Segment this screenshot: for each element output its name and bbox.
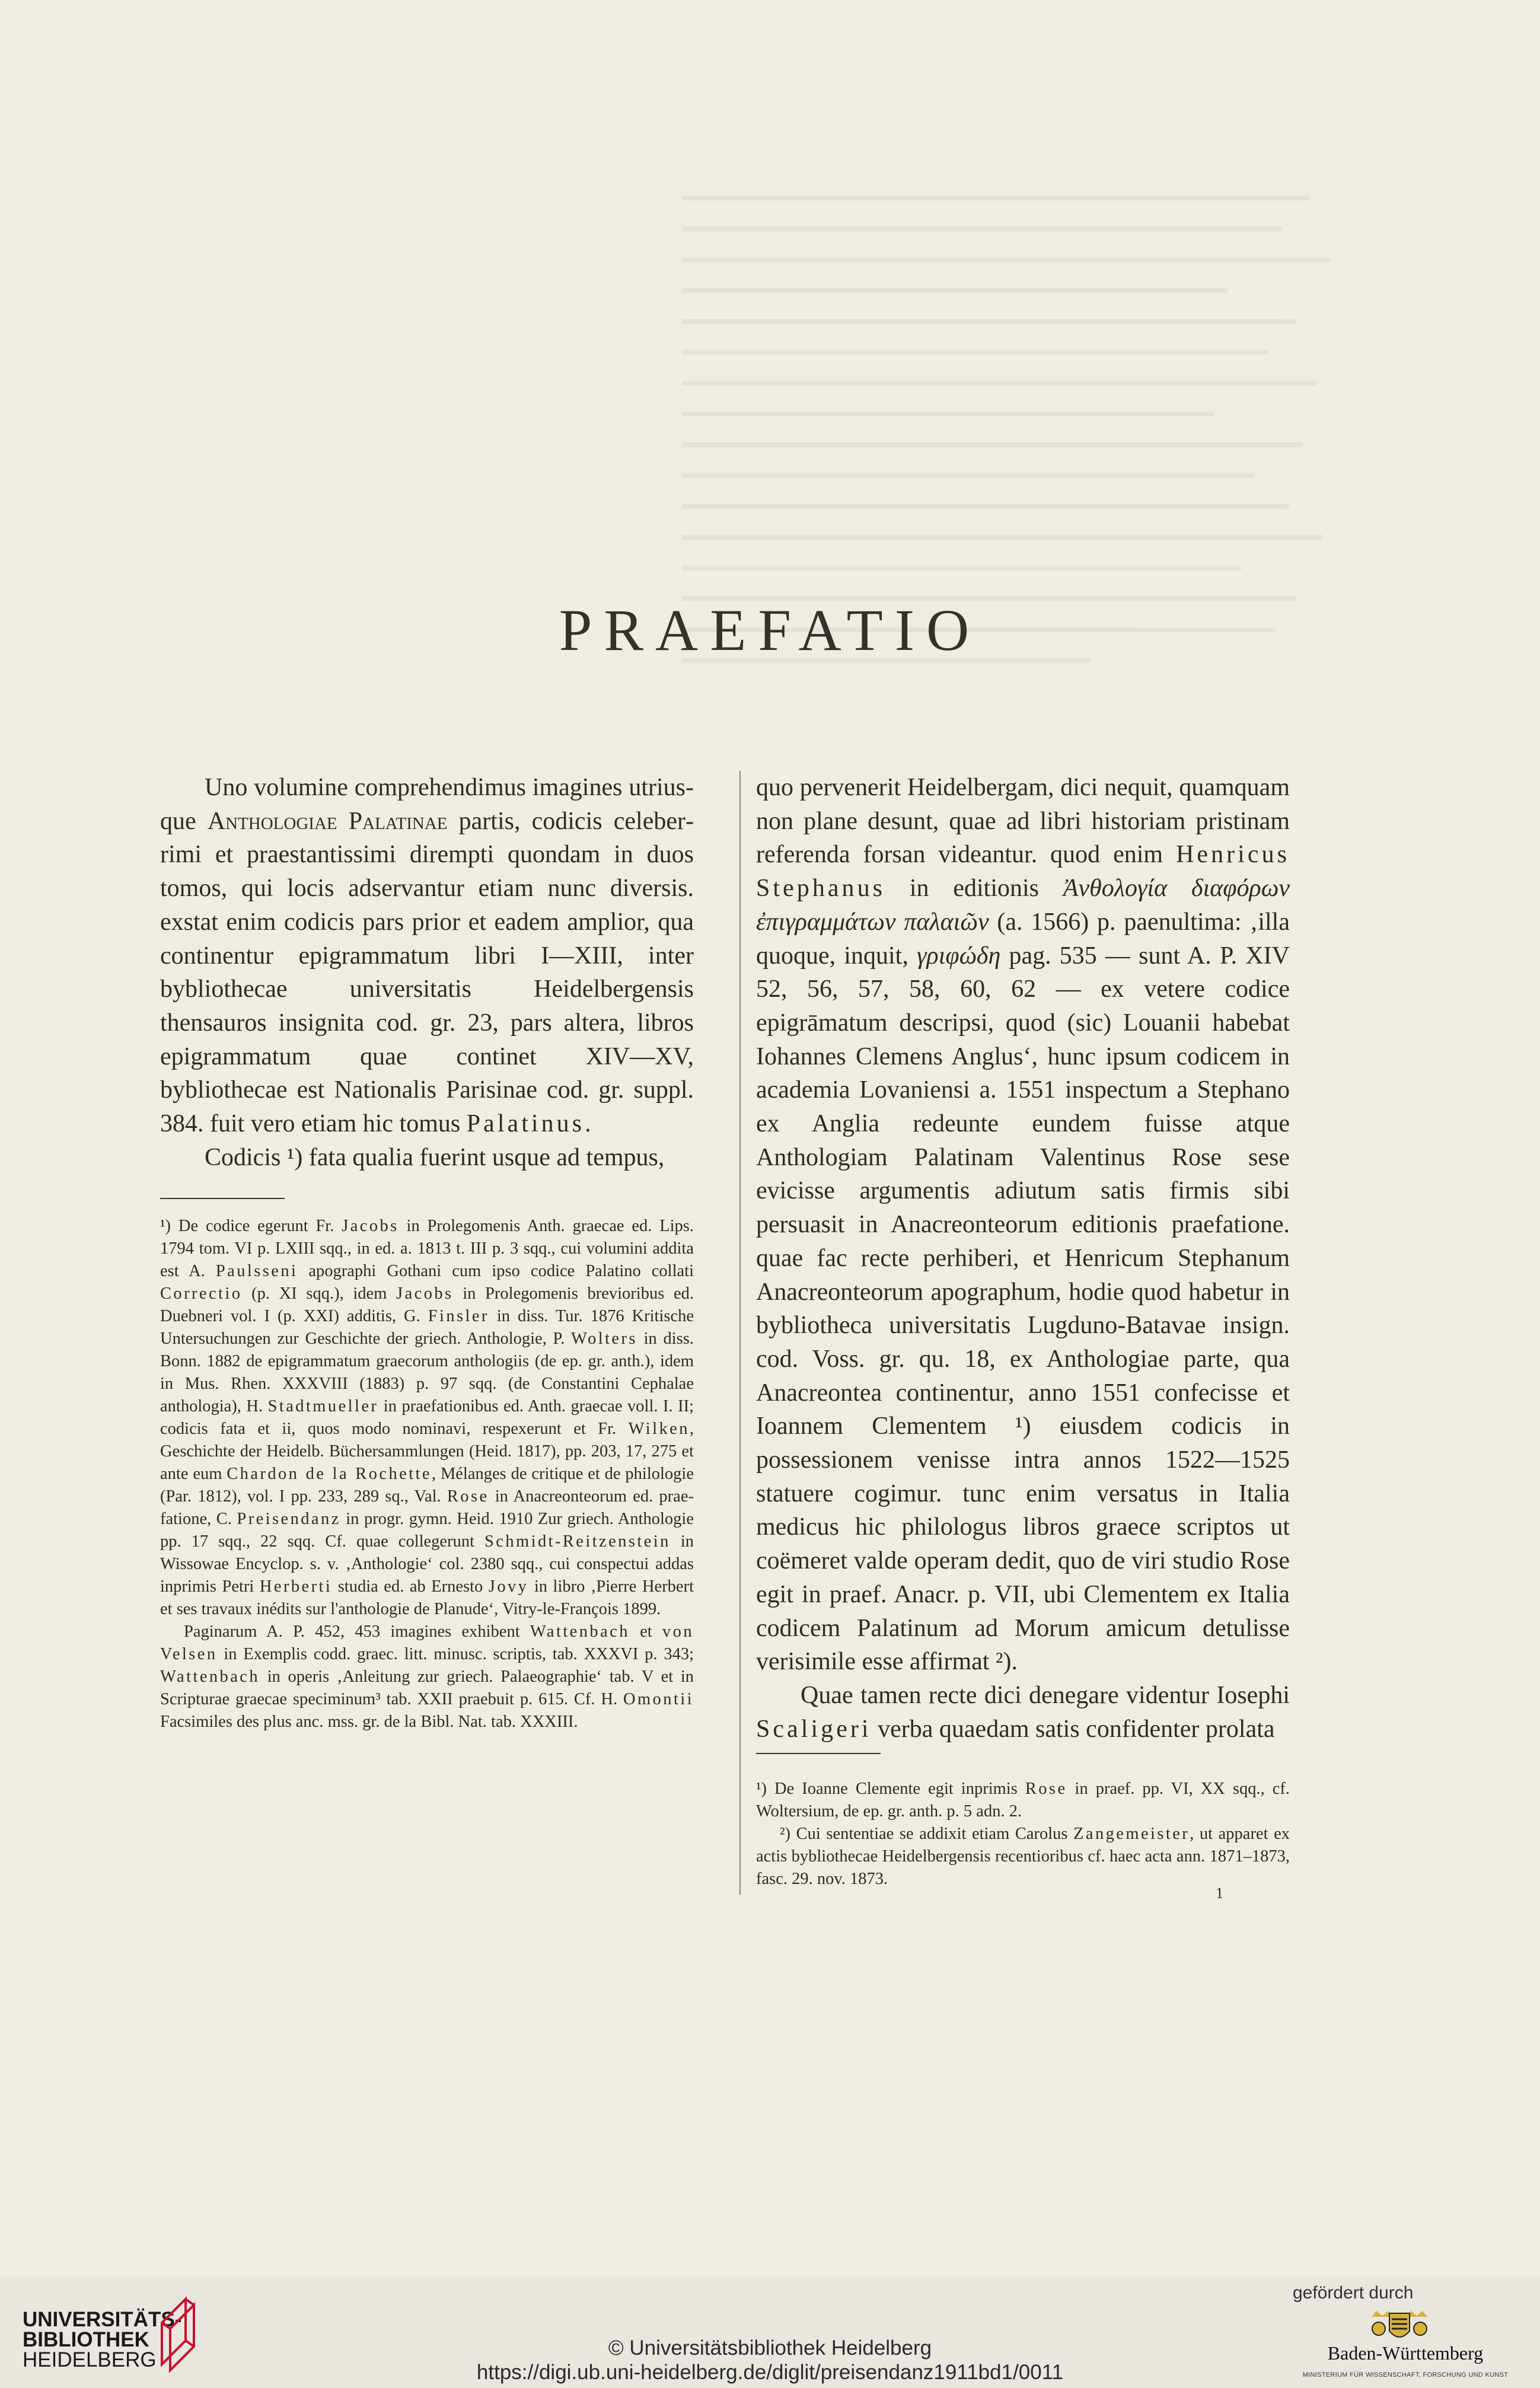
text-run: in Exemplis codd. graec. litt. minusc. scriptis, tab. XXXVI p. 343; [217, 1645, 694, 1664]
library-line: UNIVERSITÄTS- [23, 2308, 182, 2331]
text-run: Stadtmueller [267, 1397, 379, 1416]
ministry-name: MINISTERIUM FÜR WISSENSCHAFT, FORSCHUNG UND KUNST [1302, 2371, 1509, 2379]
text-run: Facsimiles des plus anc. mss. gr. de la Bibl. Nat. tab. XXXIII. [160, 1713, 578, 1732]
text-run: ²) Cui sententiae se addixit etiam Carolus [780, 1825, 1074, 1844]
text-run: verba quaedam satis confidenter prolata [871, 1715, 1275, 1743]
text-run: Correctio [160, 1284, 243, 1303]
text-run: in Wissowae Encyclop. s. v. ‚Anthologie‘ col. 2380 sqq., cui conspectui addas inprimis Petri [160, 1532, 694, 1596]
footnote [160, 1621, 694, 1733]
text-run: Wolters [571, 1329, 637, 1348]
text-run: Finsler [428, 1307, 489, 1326]
text-run: Paginarum A. P. 452, 453 imagines exhibent [184, 1622, 530, 1641]
text-run: γριφώδη [917, 942, 1001, 970]
text-run: studia ed. ab Ernesto [332, 1577, 489, 1596]
text-run: in operis ‚Anleitung zur griech. Palaeographie‘ tab. V et in Scripturae graecae speciminum³ tab. XXII praebuit p. 615. Cf. H. [160, 1668, 694, 1709]
footnote [756, 1823, 1290, 1890]
text-run: Anthologiae Palatinae [207, 807, 448, 835]
text-run: Wattenbach [530, 1622, 630, 1641]
text-run: Uno volumine comprehendimus imagines utriusque [160, 774, 694, 835]
text-run: Omontii [623, 1690, 694, 1709]
text-run: in Anacreonteorum ed. praefatione, C. [160, 1487, 694, 1529]
page-title: PRAEFATIO [559, 597, 981, 663]
text-run: , Mélanges de critique et de philologie (Par. 1812), vol. I pp. 233, 289 sq., Val. [160, 1465, 694, 1506]
text-run: (a. 1566) p. paenultima: ‚illa quoque, inquit, [756, 908, 1290, 970]
text-run: , Geschichte der Heidelb. Büchersammlungen (Heid. 1817), pp. 203, 17, 275 et ante eum [160, 1420, 694, 1484]
funded-by-label: gefördert durch [1293, 2283, 1414, 2303]
footnote [756, 1754, 1290, 1823]
permalink[interactable]: https://digi.ub.uni-heidelberg.de/diglit/preisendanz1911bd1/0011 [476, 2361, 1064, 2384]
signature-mark: 1 [1216, 1885, 1223, 1902]
text-run: Rose [1025, 1780, 1067, 1799]
text-run: Wattenbach [160, 1668, 260, 1686]
library-line: BIBLIOTHEK [23, 2328, 149, 2351]
text-run: Ἀνθολογία διαφόρων ἐπιγραμμάτων παλαιῶν [756, 875, 1290, 936]
text-run: ¹) De codice egerunt Fr. [160, 1217, 342, 1236]
text-run: Paulsseni [215, 1262, 298, 1281]
text-run: von Velsen [160, 1622, 694, 1664]
text-run: in progr. gymn. Heid. 1910 Zur griech. Anthologie pp. 17 sqq., 22 sqq. Cf. quae collegerunt [160, 1510, 694, 1551]
library-line: HEIDELBERG [23, 2348, 157, 2371]
text-run: ¹) De Ioanne Clemente egit inprimis [756, 1780, 1025, 1799]
text-run: in diss. Tur. 1876 Kritische Untersuchungen zur Geschichte der griech. Anthologie, P. [160, 1307, 694, 1348]
paragraph [756, 771, 1290, 1679]
text-run: partis, codicis celeberrimi et praestantissimi dirempti quondam in duos tomos, qui locis adservantur etiam nunc diversis. exstat enim codicis pars prior et eadem amplior, qua continentur epigrammatum libri I—XIII, inter bybliothecae universitatis Heidelbergensis thensauros insignita cod. gr. 23, pars altera, libros epigrammatum quae continet XIV—XV, bybliothecae est Nationalis Parisinae cod. gr. suppl. 384. fuit vero etiam hic tomus [160, 807, 694, 1138]
text-run: pag. 535 — sunt A. P. XIV 52, 56, 57, 58, 60, 62 — ex vetere codice epigrāmatum descripsi, quod (sic) Louanii habebat Iohannes Clemens Anglus‘, hunc ipsum codicem in academia Lovaniensi a. 1551 inspectum a Stephano ex Anglia redeunte eundem fuisse atque Anthologiam Palatinam Valentinus Rose sese evicisse argumentis adiutum satis firmis sibi persuasit in Anacreonteorum editionis praefatione. quae fac recte perhiberi, et Henricum Stephanum Anacreonteorum apographum, hodie quod habetur in bybliotheca universitatis Lugduno-Batavae insign. cod. Voss. gr. qu. 18, ex Anthologiae parte, qua Anacreontea continentur, anno 1551 confecisse et Ioannem Clementem ¹) eiusdem codicis in possessionem venisse intra annos 1522—1525 statuere cogimur. tunc enim versatus in Italia medicus hic philologus libros graece scriptos ut coëmeret valde operam dedit, quo de viri studio Rose egit in praef. Anacr. p. VII, ubi Clementem ex Italia codicem Palatinum ad Morum amicum detulisse verisimile esse affirmat ²). [756, 942, 1290, 1676]
text-run: Preisendanz [237, 1510, 341, 1529]
footnote [160, 1199, 694, 1621]
text-run: in diss. Bonn. 1882 de epigrammatum graecorum anthologiis (de ep. gr. anth.), idem in Mus. Rhen. XXXVIII (1883) p. 97 sqq. (de Constantini Cephalae anthologia), H. [160, 1329, 694, 1416]
show-through-text [682, 196, 1364, 789]
baden-wuerttemberg-crest-icon[interactable] [1367, 2309, 1432, 2344]
text-run: in Prolegomenis Anth. graecae ed. Lips. 1794 tom. VI p. LXIII sqq., in ed. a. 1813 t. III p. 3 sqq., cui volumini addita est A. [160, 1217, 694, 1281]
text-run: Henricus Stephanus [756, 841, 1290, 903]
text-run: Jacobs [396, 1284, 454, 1303]
text-run: in libro ‚Pierre Herbert et ses travaux inédits sur l'anthologie de Planude‘, Vitry-le-François 1899. [160, 1577, 694, 1619]
text-run: Rose [447, 1487, 489, 1506]
text-run: (p. XI sqq.), idem [242, 1284, 397, 1303]
copyright-notice: © Universitätsbibliothek Heidelberg [608, 2336, 932, 2360]
text-run: apographi Gothani cum ipso codice Palatino collati [298, 1262, 694, 1281]
text-run: , ut apparet ex actis bybliothecae Heidelbergensis recentioribus cf. haec acta ann. 1871–1873, fasc. 29. nov. 1873. [756, 1825, 1290, 1889]
paragraph [160, 771, 694, 1141]
text-run: Quae tamen recte dici denegare videntur Iosephi [801, 1681, 1290, 1709]
text-run: Codicis ¹) fata qualia fuerint usque ad tempus, [205, 1143, 665, 1171]
paragraph [160, 1141, 694, 1175]
text-run: Zangemeister [1073, 1825, 1190, 1844]
text-run: Scaligeri [756, 1715, 872, 1743]
text-run: Herberti [259, 1577, 333, 1596]
text-run: . [585, 1110, 591, 1138]
text-run: quo pervenerit Heidelbergam, dici nequit, quamquam non plane desunt, quae ad libri historiam pristinam referenda forsan videantur. quod enim [756, 774, 1290, 869]
text-run: Schmidt-Reitzenstein [484, 1532, 671, 1551]
text-run: Jacobs [342, 1217, 399, 1236]
column-divider [739, 771, 741, 1895]
text-run: in Prolegomenis brevioribus ed. Duebneri vol. I (p. XXI) additis, G. [160, 1284, 694, 1326]
text-run: et [629, 1622, 662, 1641]
text-run: in editionis [885, 875, 1063, 903]
left-column [160, 771, 694, 1733]
text-run: in praefationibus ed. Anth. graecae voll. I. II; codicis fata et ii, quos modo nominavi, respexerunt et Fr. [160, 1397, 694, 1439]
funder-name: Baden-Württemberg [1327, 2342, 1484, 2364]
paragraph [756, 1679, 1290, 1746]
text-run: Jovy [488, 1577, 529, 1596]
text-run: in praef. pp. VI, XX sqq., cf. Woltersium, de ep. gr. anth. p. 5 adn. 2. [756, 1780, 1290, 1821]
text-run: Wilken [628, 1420, 690, 1439]
text-run: Palatinus [466, 1110, 585, 1138]
right-column [756, 771, 1290, 1890]
text-run: Chardon de la Rochette [227, 1465, 432, 1484]
